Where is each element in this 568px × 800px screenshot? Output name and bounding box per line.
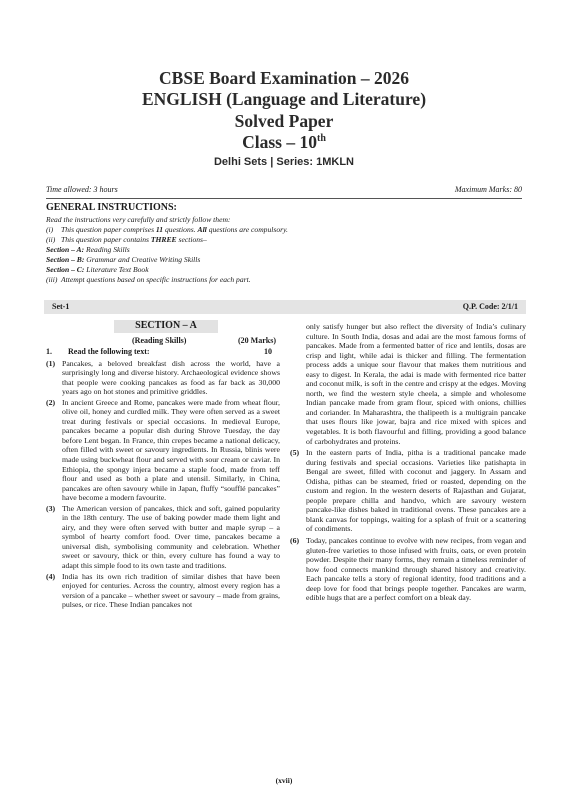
instruction-i: (i) This question paper comprises 11 questions. All questions are compulsory. — [46, 225, 288, 234]
set-label: Set-1 — [52, 302, 70, 311]
passage-paragraph: (6) Today, pancakes continue to evolve with new recipes, from vegan and gluten-free varieties to those infused with fruits, oats, or even protein powder. Despite their many forms, they remain a timeless reminder of how food connects mankind through shared history and creativity. Each pancake tells a story of regional identity, food traditions and a deep love for food that brings people together. Pancakes are warm, edible hugs that are a perfect comfort on a bleak day. — [290, 536, 526, 603]
sets-series: Delhi Sets | Series: 1MKLN — [213, 156, 354, 168]
qp-code: Q.P. Code: 2/1/1 — [462, 302, 518, 311]
passage-continuation: only satisfy hunger but also reflect the diversity of India’s culinary culture. In South India, dosas and adai are the most famous forms of pancakes. Made from a fermented batter of rice and lentils, dosas are crisp and light, while adai is thicker and filling. The fermentation process adds a unique sour flavour that makes them nutritious and easy to digest. In Kerala, the adai is made with fermented rice batter and coconut milk, is soft in the centre and crispy at the edges. Moving north, we find the western style cheela, a simple and wholesome Indian pancake made from gram flour, spiced with onions, chillies and coriander. In Maharashtra, the thalipeeth is a multigrain pancake that uses flours like jowar, bajra and rice mixed with spices and vegetables. It is both flavourful and filling, providing a good balance of carbohydrates and proteins. — [306, 322, 526, 446]
instruction-section-a: Section – A: Reading Skills — [46, 245, 130, 254]
question-1-header — [46, 347, 280, 359]
instruction-ii: (ii) This question paper contains THREE sections– — [46, 235, 207, 244]
passage-paragraph: (4) India has its own rich tradition of similar dishes that have been enjoyed for centuries. Across the country, almost every region has a version of a pancake – whether sweet or savoury – made from grains, pulses, or rice. These Indian pancakes not — [46, 571, 280, 610]
right-column — [290, 322, 526, 604]
passage-paragraph: (2) In ancient Greece and Rome, pancakes were made from wheat flour, olive oil, honey and curdled milk. They were often served as a sweet treat during festivals or special occasions. In medieval Europe, pancakes became a popular dish during Shrove Tuesday, the day before Lent began. In France, thin crepes became a national delicacy, often filled with sweet or savoury ingredients. In Russia, blinis were made using buckwheat flour and served with sour cream or caviar. In Ethiopia, the spongy injera became a staple food, made from teff flour and used as both a plate and utensil. Similarly, in China, pancakes are often savoury while in Japan, fluffy “soufflé pancakes” have become a modern favourite. — [46, 397, 280, 503]
instruction-section-c: Section – C: Literature Text Book — [46, 265, 149, 274]
passage-paragraph: (3) The American version of pancakes, thick and soft, gained popularity in the 18th century. The use of baking powder made them light and airy, and they were often served with butter and maple syrup – a symbol of hearty comfort food. Over time, pancakes became a universal dish, symbolising community and celebration. Whether sweet or savoury, thick or thin, every culture has found a way to adapt this simple food to its own taste and traditions. — [46, 503, 280, 571]
time-allowed: Time allowed: 3 hours — [46, 185, 118, 194]
passage-paragraph: (1) Pancakes, a beloved breakfast dish across the world, have a surprisingly long and diverse history. Archaeological evidence shows that people were cooking pancakes as food as far back as 30,000 years ago on hot stones and primitive griddles. — [46, 358, 280, 397]
exam-title: CBSE Board Examination – 2026 — [159, 68, 409, 88]
instruction-section-b: Section – B: Grammar and Creative Writing Skills — [46, 255, 201, 264]
section-marks: (20 Marks) — [238, 335, 276, 345]
instructions-title: GENERAL INSTRUCTIONS: — [46, 202, 177, 213]
class-label: Class – 10th — [242, 132, 326, 152]
passage-paragraph: (5) In the eastern parts of India, pitha is a traditional pancake made during festivals and special occasions. Varieties like patishapta in Bengal are sweet, filled with coconut and jaggery. In Assam and Odisha, pithas can be steamed, fried or roasted, depending on the custom and region. In the western deserts of Rajasthan and Gujarat, people prepare chilla and handvo, which are savoury western pancake-like dishes baked in traditional ovens. These pancakes are a blank canvas for toppings, waiting for a splash of fruit or a scattering of condiments. — [290, 448, 526, 534]
question-text: Read the following text: — [68, 346, 150, 356]
section-subtitle: (Reading Skills) — [132, 335, 187, 345]
set-bar — [44, 300, 526, 314]
page-number: (xvii) — [275, 776, 293, 785]
section-a-subhead — [46, 336, 280, 347]
exam-meta — [46, 185, 522, 199]
question-marks: 10 — [264, 346, 272, 356]
maximum-marks: Maximum Marks: 80 — [454, 185, 522, 194]
question-number: 1. — [46, 346, 52, 356]
instruction-iii: (iii) Attempt questions based on specific instructions for each part. — [46, 275, 251, 284]
paper-type: Solved Paper — [234, 111, 334, 131]
instructions-intro: Read the instructions very carefully and strictly follow them: — [46, 215, 231, 224]
section-a-title: SECTION – A — [114, 320, 218, 333]
left-column — [46, 320, 280, 611]
subject-title: ENGLISH (Language and Literature) — [141, 89, 427, 109]
